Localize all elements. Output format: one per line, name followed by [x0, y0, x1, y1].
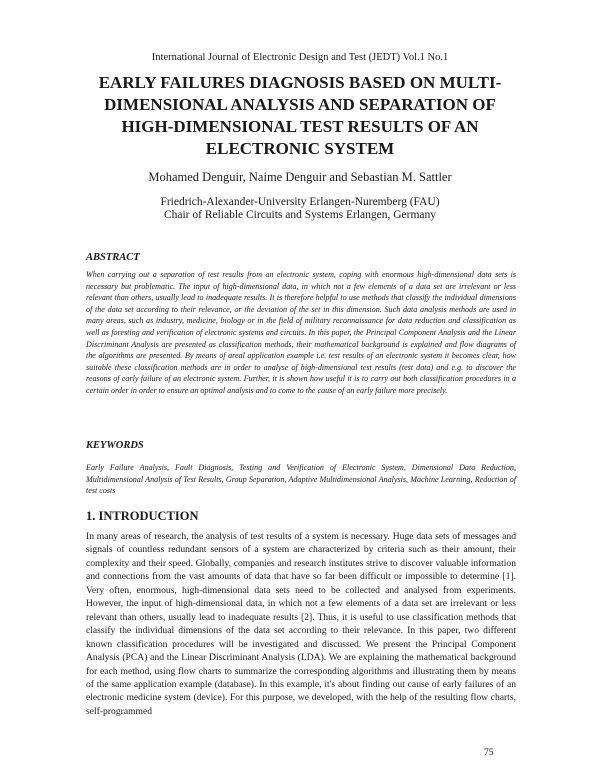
title-line-3: HIGH-DIMENSIONAL TEST RESULTS OF AN: [121, 117, 479, 136]
authors: Mohamed Denguir, Naime Denguir and Sebastian M. Sattler: [148, 170, 452, 184]
abstract-text: When carrying out a separation of test results from an electronic system, coping with enormous high-dimensional data sets is necessary but problematic. The input of high-dimensional data, in which not a few elements of a data set are irrelevant or less relevant than others, usually lead to inadequate results. It is therefore helpful to use methods that classify the individual dimensions of the data set according to their relevance, or the deviation of the set in this dimension. Such data analysis methods are used in many areas, such as industry, medicine, biology or in the field of military reconnaissance for data reduction and classification as well as foresting and verification of electronic systems and circuits. In this paper, the Principal Component Analysis and the Linear Discriminant Analysis are presented as classification methods, their mathematical background is explained and flow diagrams of the algorithms are presented. By means of areal application example i.e. test results of an electronic system it becomes clear, how suitable these classification methods are in order to analyse of high-dimensional test results (test data) and e.g. to discover the reasons of early failure of an electronic system. Further, it is shown how useful it is to carry out both classification procedures in a certain order in order to ensure an optimal analysis and to come to the cause of an early failure more precisely.: [86, 270, 516, 395]
abstract-heading: ABSTRACT: [86, 252, 140, 263]
keywords-text: Early Failure Analysis, Fault Diagnosis, Testing and Verification of Electronic System, Dimensional Data Reduction, Multidimensional Analysis of Test Results, Group Separation, Adaptive Multidimensional Analysis, Machine Learning, Reduction of test costs: [86, 463, 516, 496]
paper-title: [70, 72, 530, 160]
title-line-2: DIMENSIONAL ANALYSIS AND SEPARATION OF: [104, 95, 496, 114]
introduction-heading: 1. INTRODUCTION: [86, 509, 199, 523]
page-number: 75: [484, 748, 494, 758]
journal-header: International Journal of Electronic Design and Test (JEDT) Vol.1 No.1: [151, 52, 449, 63]
keywords-heading: KEYWORDS: [86, 440, 144, 451]
title-line-1: EARLY FAILURES DIAGNOSIS BASED ON MULTI-: [98, 73, 502, 92]
introduction-text: In many areas of research, the analysis of test results of a system is necessary. Huge data sets of messages and signals of countless redundant sensors of a system are characterized by criteria such as their amount, their complexity and their speed. Globally, companies and research institutes strive to discover valuable information and connections from the vast amounts of data that have so far been difficult or impossible to determine [1]. Very often, enormous, high-dimensional data sets need to be collected and analysed from experiments. However, the input of high-dimensional data, in which not a few elements of a data set are irrelevant or less relevant than others, usually lead to inadequate results [2]. Thus, it is useful to use classification methods that classify the individual dimensions of the data set according to their relevance. In this paper, two different known classification procedures will be investigated and discussed. We present the Principal Component Analysis (PCA) and the Linear Discriminant Analysis (LDA). We are explaining the mathematical background for each method, using flow charts to summarize the corresponding algorithms and illustrating them by means of the same application example (database). In this example, it's about finding out cause of early failures of an electronic medicine system (device). For this purpose, we developed, with the help of the resulting flow charts, self-programmed: [86, 531, 516, 717]
affiliation-line-2: Chair of Reliable Circuits and Systems Erlangen, Germany: [163, 209, 437, 221]
affiliation-line-1: Friedrich-Alexander-University Erlangen-Nuremberg (FAU): [160, 196, 440, 208]
title-line-4: ELECTRONIC SYSTEM: [205, 139, 395, 158]
